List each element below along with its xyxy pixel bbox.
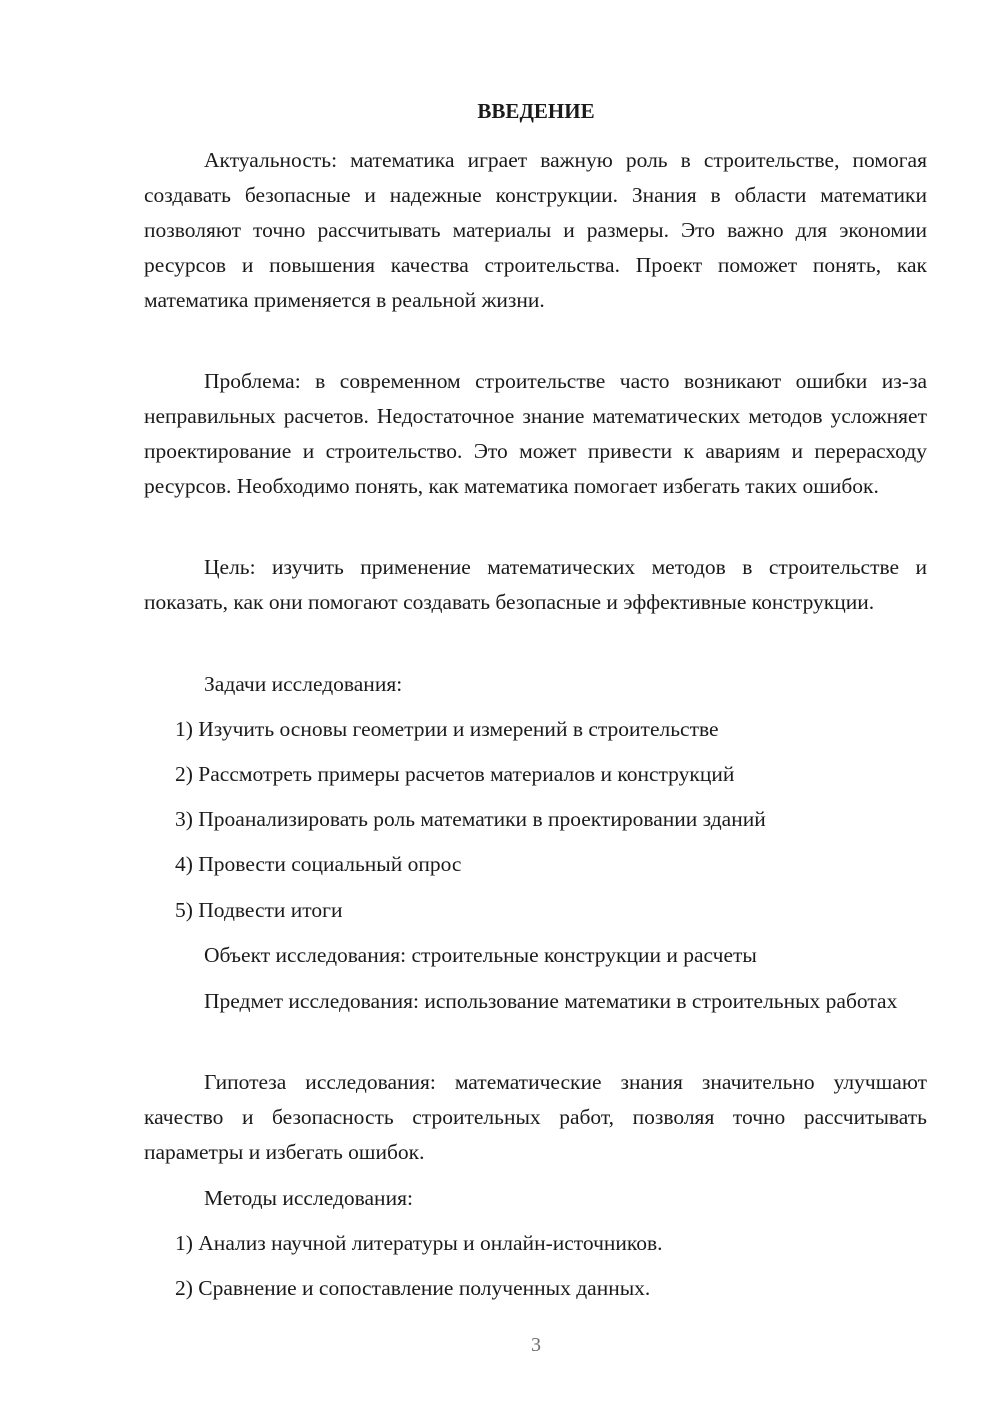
page-title: ВВЕДЕНИЕ	[477, 99, 595, 123]
relevance-paragraph: Актуальность: математика играет важную роль в строительстве, помогая создавать безопасные и надежные конструкции. Знания в области математики позволяют точно рассчитывать материалы и размеры. Это важно для экономии ресурсов и повышения качества строительства. Проект поможет понять, как математика применяется в реальной жизни.	[144, 148, 927, 312]
method-item: 1) Анализ научной литературы и онлайн-источников.	[175, 1231, 663, 1255]
object-paragraph: Объект исследования: строительные конструкции и расчеты	[204, 943, 757, 967]
page-number: 3	[531, 1334, 541, 1356]
task-item: 1) Изучить основы геометрии и измерений в строительстве	[175, 717, 719, 741]
methods-heading: Методы исследования:	[204, 1186, 413, 1210]
hypothesis-paragraph: Гипотеза исследования: математические знания значительно улучшают качество и безопасность строительных работ, позволяя точно рассчитывать параметры и избегать ошибок.	[144, 1070, 927, 1164]
goal-paragraph: Цель: изучить применение математических методов в строительстве и показать, как они помогают создавать безопасные и эффективные конструкции.	[144, 555, 927, 614]
problem-paragraph: Проблема: в современном строительстве часто возникают ошибки из-за неправильных расчетов. Недостаточное знание математических методов усложняет проектирование и строительство. Это может привести к авариям и перерасходу ресурсов. Необходимо понять, как математика помогает избегать таких ошибок.	[144, 369, 927, 498]
task-item: 3) Проанализировать роль математики в проектировании зданий	[175, 807, 766, 831]
task-item: 4) Провести социальный опрос	[175, 852, 462, 876]
tasks-heading: Задачи исследования:	[204, 672, 403, 696]
subject-paragraph: Предмет исследования: использование математики в строительных работах	[204, 989, 898, 1013]
task-item: 2) Рассмотреть примеры расчетов материалов и конструкций	[175, 762, 735, 786]
method-item: 2) Сравнение и сопоставление полученных данных.	[175, 1276, 651, 1300]
task-item: 5) Подвести итоги	[175, 898, 343, 922]
